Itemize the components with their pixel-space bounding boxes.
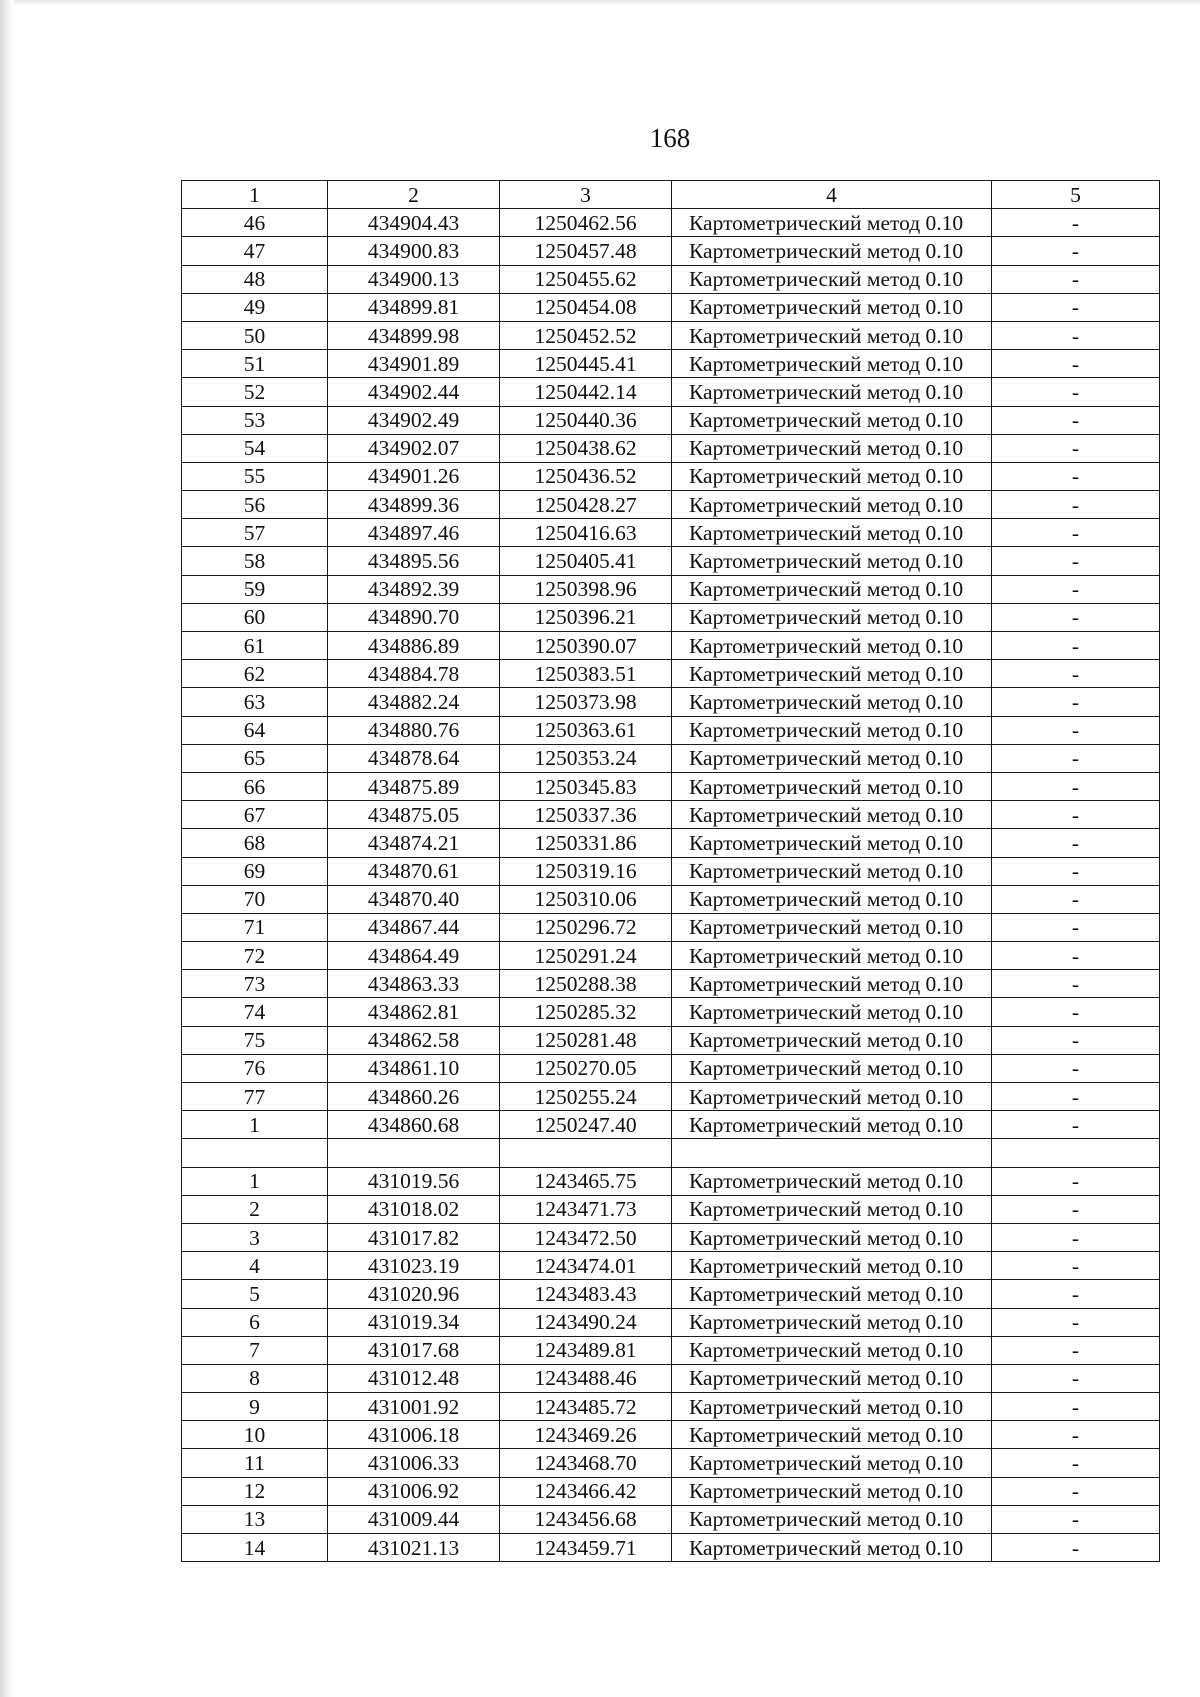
header-cell-3: 3 xyxy=(500,181,672,209)
method-cell: Картометрический метод 0.10 xyxy=(672,1364,992,1392)
y-coordinate-cell: 1250455.62 xyxy=(500,265,672,293)
method-cell: Картометрический метод 0.10 xyxy=(672,772,992,800)
method-cell: Картометрический метод 0.10 xyxy=(672,885,992,913)
note-cell: - xyxy=(992,1167,1160,1195)
note-cell: - xyxy=(992,829,1160,857)
point-number-cell: 64 xyxy=(182,716,328,744)
y-coordinate-cell: 1250457.48 xyxy=(500,237,672,265)
table-row xyxy=(182,491,1160,519)
y-coordinate-cell: 1243466.42 xyxy=(500,1477,672,1505)
table-header-row xyxy=(182,181,1160,209)
table-row xyxy=(182,547,1160,575)
point-number-cell: 55 xyxy=(182,462,328,490)
x-coordinate-cell: 431009.44 xyxy=(328,1505,500,1533)
method-cell: Картометрический метод 0.10 xyxy=(672,998,992,1026)
y-coordinate-cell: 1250281.48 xyxy=(500,1026,672,1054)
table-row xyxy=(182,1252,1160,1280)
method-cell: Картометрический метод 0.10 xyxy=(672,1252,992,1280)
method-cell: Картометрический метод 0.10 xyxy=(672,1308,992,1336)
note-cell: - xyxy=(992,237,1160,265)
x-coordinate-cell: 431006.92 xyxy=(328,1477,500,1505)
y-coordinate-cell: 1243456.68 xyxy=(500,1505,672,1533)
point-number-cell: 7 xyxy=(182,1336,328,1364)
method-cell: Картометрический метод 0.10 xyxy=(672,321,992,349)
method-cell: Картометрический метод 0.10 xyxy=(672,1054,992,1082)
y-coordinate-cell: 1243474.01 xyxy=(500,1252,672,1280)
x-coordinate-cell: 434900.13 xyxy=(328,265,500,293)
table-row xyxy=(182,942,1160,970)
table-row xyxy=(182,688,1160,716)
x-coordinate-cell: 434860.26 xyxy=(328,1083,500,1111)
note-cell: - xyxy=(992,1393,1160,1421)
x-coordinate-cell: 434900.83 xyxy=(328,237,500,265)
y-coordinate-cell: 1243490.24 xyxy=(500,1308,672,1336)
table-row xyxy=(182,1477,1160,1505)
x-coordinate-cell: 434884.78 xyxy=(328,660,500,688)
point-number-cell: 69 xyxy=(182,857,328,885)
note-cell: - xyxy=(992,1505,1160,1533)
method-cell: Картометрический метод 0.10 xyxy=(672,1336,992,1364)
table-row xyxy=(182,660,1160,688)
y-coordinate-cell: 1250416.63 xyxy=(500,519,672,547)
table-row xyxy=(182,857,1160,885)
point-number-cell: 48 xyxy=(182,265,328,293)
method-cell: Картометрический метод 0.10 xyxy=(672,378,992,406)
method-cell: Картометрический метод 0.10 xyxy=(672,519,992,547)
method-cell: Картометрический метод 0.10 xyxy=(672,575,992,603)
point-number-cell: 14 xyxy=(182,1534,328,1562)
x-coordinate-cell: 434875.89 xyxy=(328,772,500,800)
table-row xyxy=(182,772,1160,800)
method-cell: Картометрический метод 0.10 xyxy=(672,293,992,321)
y-coordinate-cell: 1250438.62 xyxy=(500,434,672,462)
note-cell: - xyxy=(992,293,1160,321)
point-number-cell: 46 xyxy=(182,209,328,237)
method-cell: Картометрический метод 0.10 xyxy=(672,716,992,744)
point-number-cell: 62 xyxy=(182,660,328,688)
point-number-cell: 76 xyxy=(182,1054,328,1082)
y-coordinate-cell: 1250462.56 xyxy=(500,209,672,237)
note-cell: - xyxy=(992,491,1160,519)
method-cell: Картометрический метод 0.10 xyxy=(672,350,992,378)
table-row xyxy=(182,716,1160,744)
y-coordinate-cell: 1250270.05 xyxy=(500,1054,672,1082)
y-coordinate-cell: 1243485.72 xyxy=(500,1393,672,1421)
point-number-cell: 56 xyxy=(182,491,328,519)
point-number-cell: 66 xyxy=(182,772,328,800)
y-coordinate-cell: 1243472.50 xyxy=(500,1223,672,1251)
method-cell: Картометрический метод 0.10 xyxy=(672,1223,992,1251)
table-row xyxy=(182,970,1160,998)
table-row xyxy=(182,1364,1160,1392)
method-cell: Картометрический метод 0.10 xyxy=(672,1026,992,1054)
method-cell: Картометрический метод 0.10 xyxy=(672,942,992,970)
table-row xyxy=(182,1449,1160,1477)
table-row xyxy=(182,913,1160,941)
y-coordinate-cell: 1250454.08 xyxy=(500,293,672,321)
x-coordinate-cell: 434870.61 xyxy=(328,857,500,885)
x-coordinate-cell: 434875.05 xyxy=(328,801,500,829)
method-cell: Картометрический метод 0.10 xyxy=(672,547,992,575)
y-coordinate-cell: 1243488.46 xyxy=(500,1364,672,1392)
point-number-cell: 10 xyxy=(182,1421,328,1449)
note-cell: - xyxy=(992,1195,1160,1223)
note-cell: - xyxy=(992,1449,1160,1477)
point-number-cell: 53 xyxy=(182,406,328,434)
table-row xyxy=(182,1280,1160,1308)
x-coordinate-cell: 434882.24 xyxy=(328,688,500,716)
y-coordinate-cell: 1250285.32 xyxy=(500,998,672,1026)
note-cell: - xyxy=(992,772,1160,800)
table-row xyxy=(182,1026,1160,1054)
note-cell: - xyxy=(992,519,1160,547)
x-coordinate-cell: 434862.58 xyxy=(328,1026,500,1054)
point-number-cell: 47 xyxy=(182,237,328,265)
method-cell: Картометрический метод 0.10 xyxy=(672,801,992,829)
x-coordinate-cell: 434897.46 xyxy=(328,519,500,547)
x-coordinate-cell: 434899.36 xyxy=(328,491,500,519)
method-cell: Картометрический метод 0.10 xyxy=(672,688,992,716)
note-cell: - xyxy=(992,885,1160,913)
table-row xyxy=(182,434,1160,462)
point-number-cell: 13 xyxy=(182,1505,328,1533)
x-coordinate-cell: 434864.49 xyxy=(328,942,500,970)
method-cell xyxy=(672,1139,992,1167)
x-coordinate-cell: 434895.56 xyxy=(328,547,500,575)
y-coordinate-cell: 1250331.86 xyxy=(500,829,672,857)
method-cell: Картометрический метод 0.10 xyxy=(672,462,992,490)
point-number-cell: 57 xyxy=(182,519,328,547)
table-row xyxy=(182,829,1160,857)
point-number-cell: 74 xyxy=(182,998,328,1026)
note-cell: - xyxy=(992,942,1160,970)
method-cell: Картометрический метод 0.10 xyxy=(672,1280,992,1308)
note-cell: - xyxy=(992,744,1160,772)
y-coordinate-cell: 1250440.36 xyxy=(500,406,672,434)
point-number-cell: 50 xyxy=(182,321,328,349)
method-cell: Картометрический метод 0.10 xyxy=(672,406,992,434)
y-coordinate-cell: 1250337.36 xyxy=(500,801,672,829)
point-number-cell: 70 xyxy=(182,885,328,913)
table-row xyxy=(182,265,1160,293)
y-coordinate-cell: 1250452.52 xyxy=(500,321,672,349)
note-cell: - xyxy=(992,1252,1160,1280)
method-cell: Картометрический метод 0.10 xyxy=(672,632,992,660)
x-coordinate-cell: 431001.92 xyxy=(328,1393,500,1421)
point-number-cell: 68 xyxy=(182,829,328,857)
method-cell: Картометрический метод 0.10 xyxy=(672,1421,992,1449)
table-row xyxy=(182,519,1160,547)
x-coordinate-cell: 434861.10 xyxy=(328,1054,500,1082)
table-row xyxy=(182,1308,1160,1336)
method-cell: Картометрический метод 0.10 xyxy=(672,1083,992,1111)
table-row xyxy=(182,350,1160,378)
y-coordinate-cell: 1250436.52 xyxy=(500,462,672,490)
point-number-cell: 77 xyxy=(182,1083,328,1111)
x-coordinate-cell: 434863.33 xyxy=(328,970,500,998)
point-number-cell: 52 xyxy=(182,378,328,406)
scan-left-edge xyxy=(0,0,14,1697)
x-coordinate-cell: 434892.39 xyxy=(328,575,500,603)
x-coordinate-cell: 434862.81 xyxy=(328,998,500,1026)
point-number-cell: 67 xyxy=(182,801,328,829)
note-cell: - xyxy=(992,406,1160,434)
method-cell: Картометрический метод 0.10 xyxy=(672,857,992,885)
point-number-cell: 75 xyxy=(182,1026,328,1054)
y-coordinate-cell: 1250310.06 xyxy=(500,885,672,913)
x-coordinate-cell: 434901.89 xyxy=(328,350,500,378)
note-cell: - xyxy=(992,1083,1160,1111)
header-cell-4: 4 xyxy=(672,181,992,209)
note-cell: - xyxy=(992,1336,1160,1364)
point-number-cell: 8 xyxy=(182,1364,328,1392)
header-cell-1: 1 xyxy=(182,181,328,209)
table-row xyxy=(182,237,1160,265)
x-coordinate-cell: 434902.49 xyxy=(328,406,500,434)
x-coordinate-cell: 434904.43 xyxy=(328,209,500,237)
point-number-cell: 73 xyxy=(182,970,328,998)
x-coordinate-cell: 434899.98 xyxy=(328,321,500,349)
table-row xyxy=(182,378,1160,406)
table-row xyxy=(182,998,1160,1026)
note-cell: - xyxy=(992,265,1160,293)
header-cell-2: 2 xyxy=(328,181,500,209)
y-coordinate-cell: 1250390.07 xyxy=(500,632,672,660)
x-coordinate-cell: 434880.76 xyxy=(328,716,500,744)
y-coordinate-cell: 1243489.81 xyxy=(500,1336,672,1364)
point-number-cell: 5 xyxy=(182,1280,328,1308)
point-number-cell: 54 xyxy=(182,434,328,462)
y-coordinate-cell: 1250405.41 xyxy=(500,547,672,575)
x-coordinate-cell: 431023.19 xyxy=(328,1252,500,1280)
note-cell: - xyxy=(992,1308,1160,1336)
page-number: 168 xyxy=(649,123,691,153)
point-number-cell: 2 xyxy=(182,1195,328,1223)
x-coordinate-cell: 431017.82 xyxy=(328,1223,500,1251)
y-coordinate-cell: 1250428.27 xyxy=(500,491,672,519)
method-cell: Картометрический метод 0.10 xyxy=(672,1195,992,1223)
point-number-cell: 71 xyxy=(182,913,328,941)
table-row xyxy=(182,885,1160,913)
point-number-cell: 65 xyxy=(182,744,328,772)
y-coordinate-cell: 1250296.72 xyxy=(500,913,672,941)
note-cell: - xyxy=(992,321,1160,349)
note-cell: - xyxy=(992,1054,1160,1082)
y-coordinate-cell: 1243483.43 xyxy=(500,1280,672,1308)
x-coordinate-cell: 431019.34 xyxy=(328,1308,500,1336)
point-number-cell: 72 xyxy=(182,942,328,970)
y-coordinate-cell: 1250319.16 xyxy=(500,857,672,885)
point-number-cell: 11 xyxy=(182,1449,328,1477)
note-cell: - xyxy=(992,434,1160,462)
y-coordinate-cell: 1250383.51 xyxy=(500,660,672,688)
table-row xyxy=(182,462,1160,490)
note-cell: - xyxy=(992,1421,1160,1449)
x-coordinate-cell: 434860.68 xyxy=(328,1111,500,1139)
y-coordinate-cell: 1243465.75 xyxy=(500,1167,672,1195)
method-cell: Картометрический метод 0.10 xyxy=(672,660,992,688)
table-row xyxy=(182,632,1160,660)
y-coordinate-cell: 1243469.26 xyxy=(500,1421,672,1449)
note-cell: - xyxy=(992,378,1160,406)
method-cell: Картометрический метод 0.10 xyxy=(672,491,992,519)
point-number-cell: 6 xyxy=(182,1308,328,1336)
method-cell: Картометрический метод 0.10 xyxy=(672,1167,992,1195)
y-coordinate-cell: 1250291.24 xyxy=(500,942,672,970)
point-number-cell: 4 xyxy=(182,1252,328,1280)
note-cell xyxy=(992,1139,1160,1167)
method-cell: Картометрический метод 0.10 xyxy=(672,829,992,857)
table-row xyxy=(182,1393,1160,1421)
y-coordinate-cell: 1250353.24 xyxy=(500,744,672,772)
point-number-cell: 61 xyxy=(182,632,328,660)
note-cell: - xyxy=(992,462,1160,490)
method-cell: Картометрический метод 0.10 xyxy=(672,237,992,265)
note-cell: - xyxy=(992,1534,1160,1562)
x-coordinate-cell xyxy=(328,1139,500,1167)
x-coordinate-cell: 434899.81 xyxy=(328,293,500,321)
x-coordinate-cell: 431006.33 xyxy=(328,1449,500,1477)
note-cell: - xyxy=(992,1111,1160,1139)
x-coordinate-cell: 434874.21 xyxy=(328,829,500,857)
point-number-cell: 12 xyxy=(182,1477,328,1505)
x-coordinate-cell: 431018.02 xyxy=(328,1195,500,1223)
y-coordinate-cell: 1250255.24 xyxy=(500,1083,672,1111)
table-row xyxy=(182,1534,1160,1562)
table-row xyxy=(182,1054,1160,1082)
point-number-cell: 1 xyxy=(182,1111,328,1139)
point-number-cell: 9 xyxy=(182,1393,328,1421)
y-coordinate-cell xyxy=(500,1139,672,1167)
y-coordinate-cell: 1250373.98 xyxy=(500,688,672,716)
point-number-cell: 59 xyxy=(182,575,328,603)
note-cell: - xyxy=(992,1364,1160,1392)
x-coordinate-cell: 431020.96 xyxy=(328,1280,500,1308)
method-cell: Картометрический метод 0.10 xyxy=(672,913,992,941)
point-number-cell: 60 xyxy=(182,603,328,631)
table-row xyxy=(182,1083,1160,1111)
note-cell: - xyxy=(992,688,1160,716)
y-coordinate-cell: 1250398.96 xyxy=(500,575,672,603)
y-coordinate-cell: 1243468.70 xyxy=(500,1449,672,1477)
note-cell: - xyxy=(992,350,1160,378)
y-coordinate-cell: 1250345.83 xyxy=(500,772,672,800)
table-row xyxy=(182,744,1160,772)
table-body xyxy=(182,181,1160,1562)
note-cell: - xyxy=(992,716,1160,744)
method-cell: Картометрический метод 0.10 xyxy=(672,1111,992,1139)
table-row xyxy=(182,1111,1160,1139)
table-row xyxy=(182,1505,1160,1533)
note-cell: - xyxy=(992,801,1160,829)
point-number-cell: 51 xyxy=(182,350,328,378)
y-coordinate-cell: 1243459.71 xyxy=(500,1534,672,1562)
note-cell: - xyxy=(992,913,1160,941)
x-coordinate-cell: 431019.56 xyxy=(328,1167,500,1195)
x-coordinate-cell: 434902.44 xyxy=(328,378,500,406)
table-row xyxy=(182,1139,1160,1167)
x-coordinate-cell: 431012.48 xyxy=(328,1364,500,1392)
note-cell: - xyxy=(992,632,1160,660)
table-row xyxy=(182,1167,1160,1195)
note-cell: - xyxy=(992,209,1160,237)
method-cell: Картометрический метод 0.10 xyxy=(672,434,992,462)
note-cell: - xyxy=(992,1026,1160,1054)
x-coordinate-cell: 431021.13 xyxy=(328,1534,500,1562)
point-number-cell: 58 xyxy=(182,547,328,575)
method-cell: Картометрический метод 0.10 xyxy=(672,970,992,998)
x-coordinate-cell: 434901.26 xyxy=(328,462,500,490)
table-row xyxy=(182,1195,1160,1223)
note-cell: - xyxy=(992,547,1160,575)
x-coordinate-cell: 434886.89 xyxy=(328,632,500,660)
x-coordinate-cell: 434890.70 xyxy=(328,603,500,631)
table-row xyxy=(182,1421,1160,1449)
point-number-cell xyxy=(182,1139,328,1167)
note-cell: - xyxy=(992,1223,1160,1251)
note-cell: - xyxy=(992,603,1160,631)
y-coordinate-cell: 1250442.14 xyxy=(500,378,672,406)
x-coordinate-cell: 431017.68 xyxy=(328,1336,500,1364)
table-row xyxy=(182,1336,1160,1364)
method-cell: Картометрический метод 0.10 xyxy=(672,603,992,631)
table-row xyxy=(182,575,1160,603)
note-cell: - xyxy=(992,660,1160,688)
x-coordinate-cell: 431006.18 xyxy=(328,1421,500,1449)
note-cell: - xyxy=(992,998,1160,1026)
x-coordinate-cell: 434878.64 xyxy=(328,744,500,772)
table-row xyxy=(182,209,1160,237)
table-row xyxy=(182,321,1160,349)
coordinates-table xyxy=(181,180,1160,1562)
y-coordinate-cell: 1243471.73 xyxy=(500,1195,672,1223)
method-cell: Картометрический метод 0.10 xyxy=(672,1505,992,1533)
header-cell-5: 5 xyxy=(992,181,1160,209)
y-coordinate-cell: 1250445.41 xyxy=(500,350,672,378)
note-cell: - xyxy=(992,857,1160,885)
x-coordinate-cell: 434902.07 xyxy=(328,434,500,462)
note-cell: - xyxy=(992,575,1160,603)
x-coordinate-cell: 434870.40 xyxy=(328,885,500,913)
table-row xyxy=(182,801,1160,829)
method-cell: Картометрический метод 0.10 xyxy=(672,209,992,237)
point-number-cell: 63 xyxy=(182,688,328,716)
y-coordinate-cell: 1250288.38 xyxy=(500,970,672,998)
note-cell: - xyxy=(992,970,1160,998)
point-number-cell: 1 xyxy=(182,1167,328,1195)
scan-top-shadow xyxy=(0,0,1200,6)
method-cell: Картометрический метод 0.10 xyxy=(672,1534,992,1562)
table-row xyxy=(182,603,1160,631)
note-cell: - xyxy=(992,1280,1160,1308)
method-cell: Картометрический метод 0.10 xyxy=(672,744,992,772)
y-coordinate-cell: 1250363.61 xyxy=(500,716,672,744)
y-coordinate-cell: 1250396.21 xyxy=(500,603,672,631)
point-number-cell: 49 xyxy=(182,293,328,321)
point-number-cell: 3 xyxy=(182,1223,328,1251)
table-row xyxy=(182,1223,1160,1251)
method-cell: Картометрический метод 0.10 xyxy=(672,1449,992,1477)
table-row xyxy=(182,406,1160,434)
y-coordinate-cell: 1250247.40 xyxy=(500,1111,672,1139)
method-cell: Картометрический метод 0.10 xyxy=(672,1477,992,1505)
method-cell: Картометрический метод 0.10 xyxy=(672,265,992,293)
note-cell: - xyxy=(992,1477,1160,1505)
method-cell: Картометрический метод 0.10 xyxy=(672,1393,992,1421)
x-coordinate-cell: 434867.44 xyxy=(328,913,500,941)
table-row xyxy=(182,293,1160,321)
